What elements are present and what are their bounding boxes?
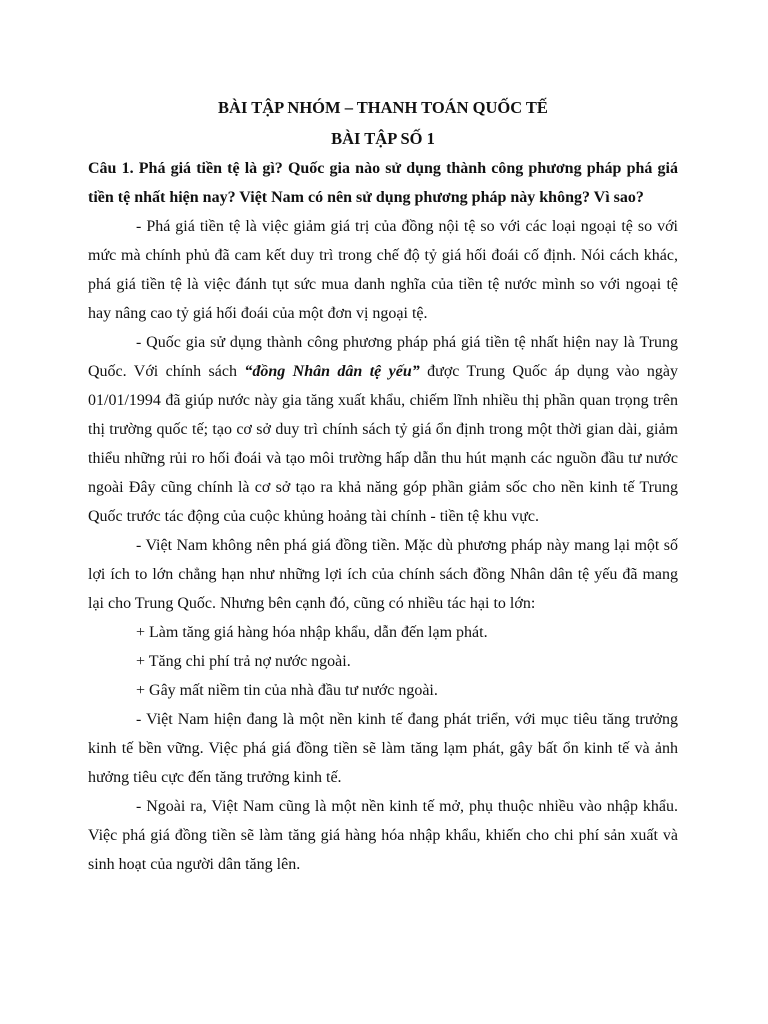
- paragraph-definition: - Phá giá tiền tệ là việc giảm giá trị của đồng nội tệ so với các loại ngoại tệ so với mức mà chính phủ đã cam kết duy trì trong chế độ tỷ giá hối đoái cố định. Nói cách khác, phá giá tiền tệ là việc đánh tụt sức mua danh nghĩa của tiền tệ nước mình so với ngoại tệ hay nâng cao tỷ giá hối đoái của một đơn vị ngoại tệ.: [88, 218, 678, 322]
- document-subtitle: BÀI TẬP SỐ 1: [331, 129, 435, 148]
- paragraph-china: [88, 328, 678, 531]
- paragraph-growth: - Việt Nam hiện đang là một nền kinh tế đang phát triển, với mục tiêu tăng trưởng kinh tế bền vững. Việc phá giá đồng tiền sẽ làm tăng lạm phát, gây bất ổn kinh tế và ảnh hưởng tiêu cực đến tăng trưởng kinh tế.: [88, 711, 678, 786]
- paragraph-china-end: được Trung Quốc áp dụng vào ngày 01/01/1994 đã giúp nước này gia tăng xuất khẩu, chiếm lĩnh nhiều thị phần quan trọng trên thị trường quốc tế; tạo cơ sở duy trì chính sách tỷ giá ổn định trong một thời gian dài, giảm thiểu những rủi ro hối đoái và tạo môi trường hấp dẫn thu hút mạnh các nguồn đầu tư nước ngoài Đây cũng chính là cơ sở tạo ra khả năng góp phần giảm sốc cho nền kinh tế Trung Quốc trước tác động của cuộc khủng hoảng tài chính - tiền tệ khu vực.: [88, 363, 678, 525]
- paragraph-china-start: - Quốc gia sử dụng thành công phương pháp phá giá tiền tệ nhất hiện nay là Trung Quốc. Với chính sách: [88, 334, 678, 380]
- bullet-item-investor: + Gây mất niềm tin của nhà đầu tư nước ngoài.: [136, 682, 438, 699]
- question-heading: Câu 1. Phá giá tiền tệ là gì? Quốc gia nào sử dụng thành công phương pháp phá giá tiền tệ nhất hiện nay? Việt Nam có nên sử dụng phương pháp này không? Vì sao?: [88, 160, 678, 206]
- paragraph-open-economy: - Ngoài ra, Việt Nam cũng là một nền kinh tế mở, phụ thuộc nhiều vào nhập khẩu. Việc phá giá đồng tiền sẽ làm tăng giá hàng hóa nhập khẩu, khiến cho chi phí sản xuất và sinh hoạt của người dân tăng lên.: [88, 798, 678, 873]
- document-title: BÀI TẬP NHÓM – THANH TOÁN QUỐC TẾ: [218, 98, 548, 117]
- document-page: [88, 92, 678, 879]
- bullet-item-debt: + Tăng chi phí trả nợ nước ngoài.: [136, 653, 351, 670]
- paragraph-vietnam: - Việt Nam không nên phá giá đồng tiền. Mặc dù phương pháp này mang lại một số lợi ích to lớn chẳng hạn như những lợi ích của chính sách đồng Nhân dân tệ yếu đã mang lại cho Trung Quốc. Nhưng bên cạnh đó, cũng có nhiều tác hại to lớn:: [88, 537, 678, 612]
- bullet-item-inflation: + Làm tăng giá hàng hóa nhập khẩu, dẫn đến lạm phát.: [136, 624, 488, 641]
- policy-emphasis: “đồng Nhân dân tệ yếu”: [244, 363, 420, 380]
